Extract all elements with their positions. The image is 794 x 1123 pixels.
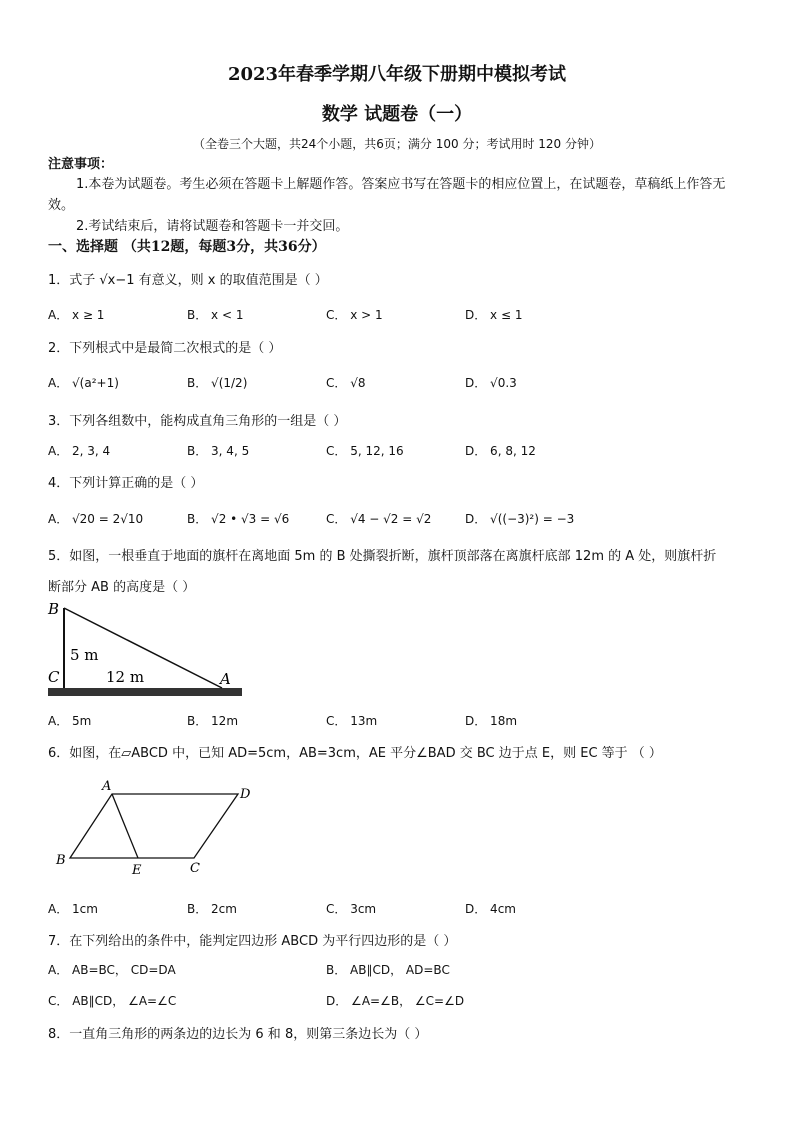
label-a: A: [102, 779, 112, 794]
q4-option-a[interactable]: A． √20 = 2√10: [48, 512, 144, 526]
q2-option-a[interactable]: A． √(a²+1): [48, 376, 119, 390]
q6-option-d[interactable]: D． 4cm: [465, 902, 516, 916]
notice-item-1: 1.本卷为试题卷。考生必须在答题卡上解题作答。答案应书写在答题卡的相应位置上，在试题卷，草稿纸上作答无效。: [48, 177, 726, 213]
q1-option-b[interactable]: B． x < 1: [187, 308, 244, 322]
label-d: D: [240, 787, 251, 802]
q1-option-d[interactable]: D． x ≤ 1: [465, 308, 523, 322]
q6-option-a[interactable]: A． 1cm: [48, 902, 98, 916]
label-a: A: [220, 670, 231, 688]
q4-option-b[interactable]: B． √2 • √3 = √6: [187, 512, 290, 526]
q6-option-b[interactable]: B． 2cm: [187, 902, 237, 916]
q5-option-d[interactable]: D． 18m: [465, 714, 518, 728]
q3-stem: 3．下列各组数中，能构成直角三角形的一组是（ ）: [48, 414, 347, 429]
notice-heading: 注意事项：: [48, 157, 114, 172]
q8-stem: 8．一直角三角形的两条边的边长为 6 和 8，则第三条边长为（ ）: [48, 1027, 428, 1042]
q5-option-c[interactable]: C． 13m: [326, 714, 378, 728]
q5-option-a[interactable]: A． 5m: [48, 714, 92, 728]
q2-stem: 2．下列根式中是最简二次根式的是（ ）: [48, 341, 282, 356]
label-5m: 5 m: [70, 646, 99, 664]
segment-ae: [112, 794, 138, 858]
exam-title: 2023年春季学期八年级下册期中模拟考试: [227, 64, 567, 85]
exam-subtitle: 数学 试题卷（一）: [321, 104, 473, 125]
section-title: 一、选择题 （共12题，每题3分，共36分）: [48, 239, 326, 255]
label-b: B: [56, 853, 66, 868]
q5-flagpole-figure: [44, 598, 248, 704]
q4-option-c[interactable]: C． √4 − √2 = √2: [326, 512, 432, 526]
q4-option-d[interactable]: D． √((−3)²) = −3: [465, 512, 575, 526]
label-c: C: [48, 668, 60, 686]
q3-option-d[interactable]: D． 6, 8, 12: [465, 444, 536, 458]
q4-stem: 4．下列计算正确的是（ ）: [48, 476, 204, 491]
q6-stem: 6．如图，在▱ABCD 中，已知 AD=5cm，AB=3cm，AE 平分∠BAD 交 BC 边于点 E，则 EC 等于 （ ）: [48, 746, 662, 761]
q3-option-a[interactable]: A． 2, 3, 4: [48, 444, 111, 458]
q7-option-d[interactable]: D． ∠A=∠B， ∠C=∠D: [326, 994, 465, 1008]
exam-info: （全卷三个大题，共24个小题，共6页；满分 100 分；考试用时 120 分钟）: [193, 137, 601, 151]
q3-option-b[interactable]: B． 3, 4, 5: [187, 444, 250, 458]
label-b: B: [48, 600, 60, 618]
q7-option-b[interactable]: B． AB∥CD， AD=BC: [326, 963, 450, 977]
q1-option-c[interactable]: C． x > 1: [326, 308, 383, 322]
label-c: C: [190, 861, 200, 876]
q5-stem-line2: 断部分 AB 的高度是（ ）: [48, 580, 196, 595]
label-e: E: [132, 863, 142, 878]
q2-option-c[interactable]: C． √8: [326, 376, 366, 390]
q6-option-c[interactable]: C． 3cm: [326, 902, 377, 916]
q2-option-d[interactable]: D． √0.3: [465, 376, 517, 390]
parallelogram-abcd: [70, 794, 238, 858]
q2-option-b[interactable]: B． √(1/2): [187, 376, 248, 390]
ground-bar: [48, 688, 242, 696]
q7-stem: 7．在下列给出的条件中，能判定四边形 ABCD 为平行四边形的是（ ）: [48, 934, 457, 949]
q1-option-a[interactable]: A． x ≥ 1: [48, 308, 105, 322]
label-12m: 12 m: [106, 668, 145, 686]
q6-parallelogram-figure: [52, 776, 262, 880]
notice-item-2: 2.考试结束后，请将试题卷和答题卡一并交回。: [76, 219, 349, 234]
q5-stem-line1: 5．如图，一根垂直于地面的旗杆在离地面 5m 的 B 处撕裂折断，旗杆顶部落在离旗杆底部 12m 的 A 处，则旗杆折: [48, 549, 717, 564]
q1-stem: 1．式子 √x−1 有意义，则 x 的取值范围是（ ）: [48, 273, 328, 288]
q5-option-b[interactable]: B． 12m: [187, 714, 239, 728]
q3-option-c[interactable]: C． 5, 12, 16: [326, 444, 404, 458]
q7-option-a[interactable]: A． AB=BC， CD=DA: [48, 963, 176, 977]
q7-option-c[interactable]: C． AB∥CD， ∠A=∠C: [48, 994, 177, 1008]
